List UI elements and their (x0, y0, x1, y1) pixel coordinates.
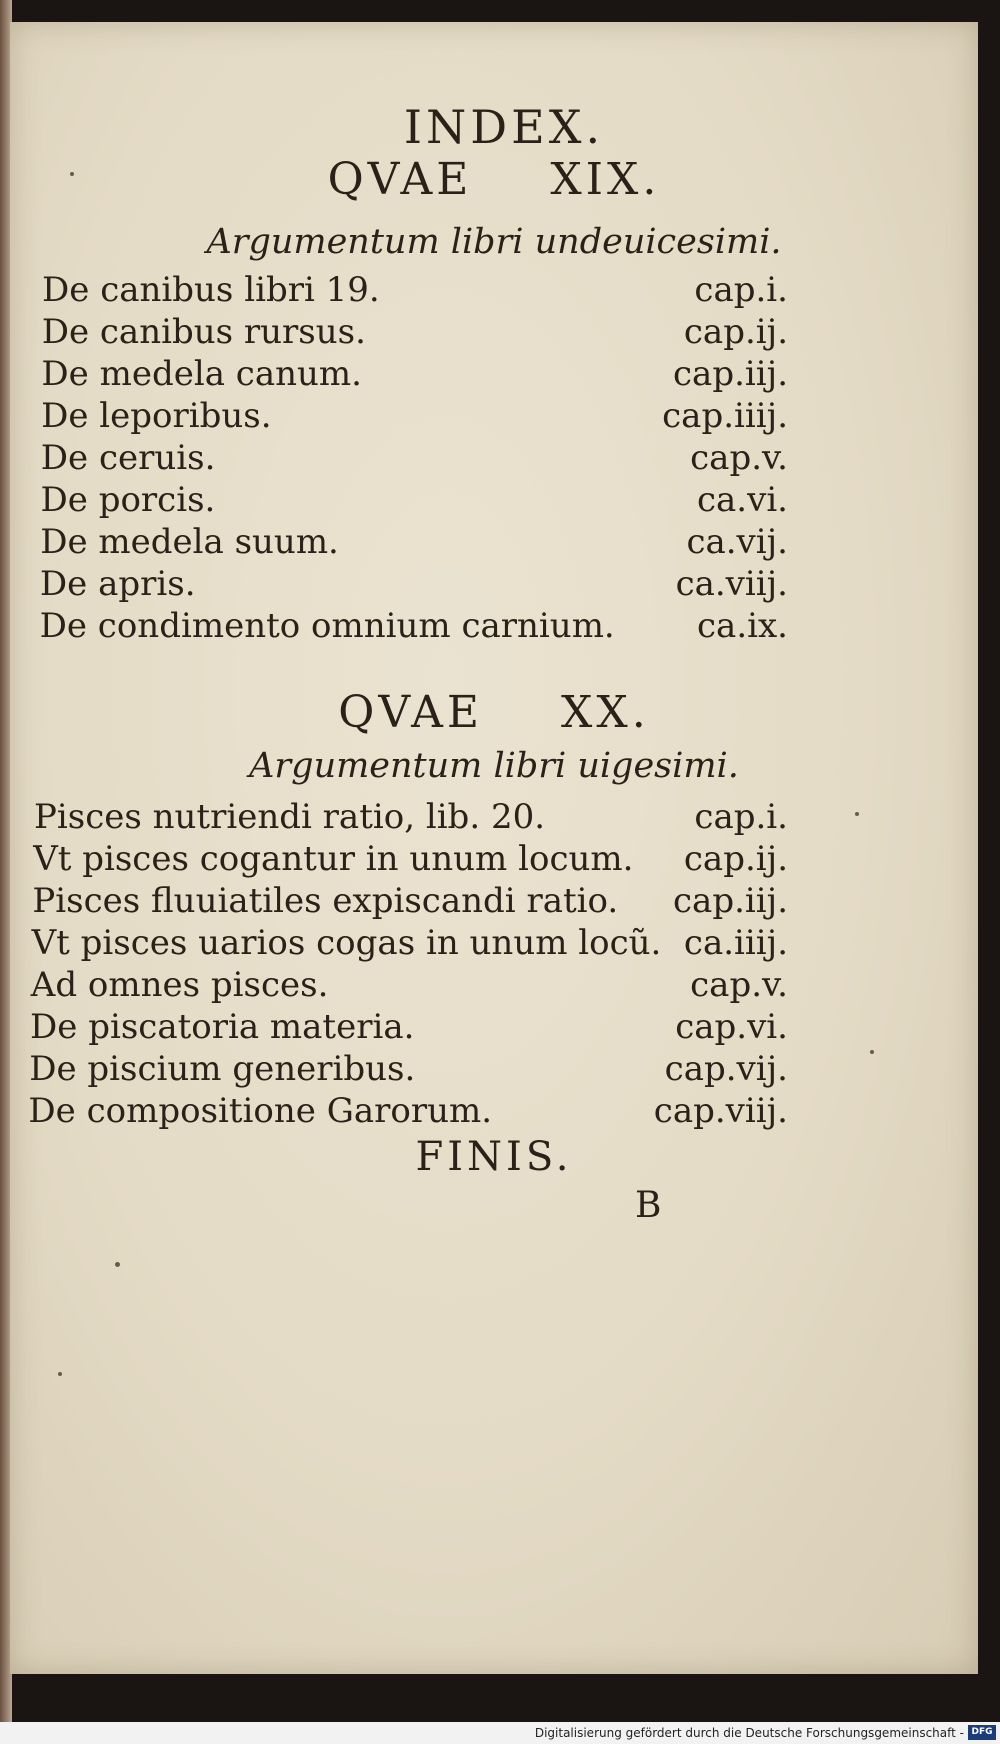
entry-title: De piscatoria materia. (30, 1007, 415, 1047)
entry-chapter: cap.iij. (673, 354, 788, 394)
index-entry (10, 923, 978, 967)
entry-title: Vt pisces uarios cogas in unum locũ. (31, 923, 662, 963)
entry-title: De porcis. (40, 480, 216, 520)
paper-speck (115, 1262, 120, 1267)
entry-title: Ad omnes pisces. (30, 965, 329, 1005)
entry-chapter: cap.viij. (653, 1091, 788, 1131)
book-page (10, 22, 978, 1674)
entry-chapter: ca.viij. (675, 564, 788, 604)
index-entry (10, 564, 978, 608)
entry-chapter: cap.i. (694, 270, 788, 310)
entry-chapter: ca.vij. (686, 522, 788, 562)
section2-subtitle: Argumentum libri uigesimi. (249, 746, 739, 786)
entry-chapter: cap.ij. (683, 839, 788, 879)
paper-speck (58, 1372, 62, 1376)
index-entry (10, 396, 978, 440)
entry-title: De ceruis. (40, 438, 216, 478)
index-title: INDEX. (403, 100, 605, 154)
section2-title: QVAE XX. (338, 687, 650, 738)
index-entry (10, 1049, 978, 1093)
entry-title: Vt pisces cogantur in unum locum. (33, 839, 634, 879)
entry-title: De medela suum. (40, 522, 339, 562)
index-entry (10, 797, 978, 841)
entry-title: Pisces fluuiatiles expiscandi ratio. (32, 881, 619, 921)
entry-chapter: cap.vij. (664, 1049, 788, 1089)
paper-speck (870, 1050, 874, 1054)
index-entry (10, 480, 978, 524)
signature-mark: B (635, 1185, 662, 1226)
entry-title: De medela canum. (41, 354, 362, 394)
footer-credit: Digitalisierung gefördert durch die Deutsche Forschungsgemeinschaft - (534, 1726, 964, 1740)
entry-title: De canibus rursus. (41, 312, 366, 352)
index-entry (10, 1007, 978, 1051)
index-entry (10, 354, 978, 398)
entry-chapter: ca.iiij. (683, 923, 788, 963)
index-entry (10, 1091, 978, 1135)
index-entry (10, 522, 978, 566)
entry-chapter: ca.ix. (697, 606, 788, 646)
entry-title: Pisces nutriendi ratio, lib. 20. (34, 797, 546, 837)
section1-subtitle: Argumentum libri undeuicesimi. (206, 222, 782, 262)
entry-title: De leporibus. (41, 396, 272, 436)
entry-title: De piscium generibus. (29, 1049, 416, 1089)
index-entry (10, 606, 978, 650)
entry-title: De compositione Garorum. (28, 1091, 493, 1131)
paper-speck (855, 812, 859, 816)
entry-chapter: cap.vi. (675, 1007, 788, 1047)
entry-title: De canibus libri 19. (42, 270, 380, 310)
section1-title: QVAE XIX. (327, 154, 661, 205)
digitization-footer (0, 1722, 1000, 1744)
index-entry (10, 438, 978, 482)
entry-chapter: cap.iij. (673, 881, 788, 921)
finis-label: FINIS. (415, 1134, 573, 1180)
index-entry (10, 312, 978, 356)
index-entry (10, 270, 978, 314)
index-entry (10, 881, 978, 925)
entry-chapter: cap.i. (694, 797, 788, 837)
index-entry (10, 965, 978, 1009)
entry-chapter: cap.ij. (683, 312, 788, 352)
entry-title: De condimento omnium carnium. (39, 606, 615, 646)
dfg-logo: DFG (968, 1725, 996, 1740)
paper-speck (70, 172, 74, 176)
index-entry (10, 839, 978, 883)
entry-chapter: cap.v. (690, 965, 788, 1005)
entry-chapter: cap.v. (690, 438, 788, 478)
entry-chapter: cap.iiij. (662, 396, 788, 436)
entry-chapter: ca.vi. (696, 480, 788, 520)
entry-title: De apris. (39, 564, 196, 604)
